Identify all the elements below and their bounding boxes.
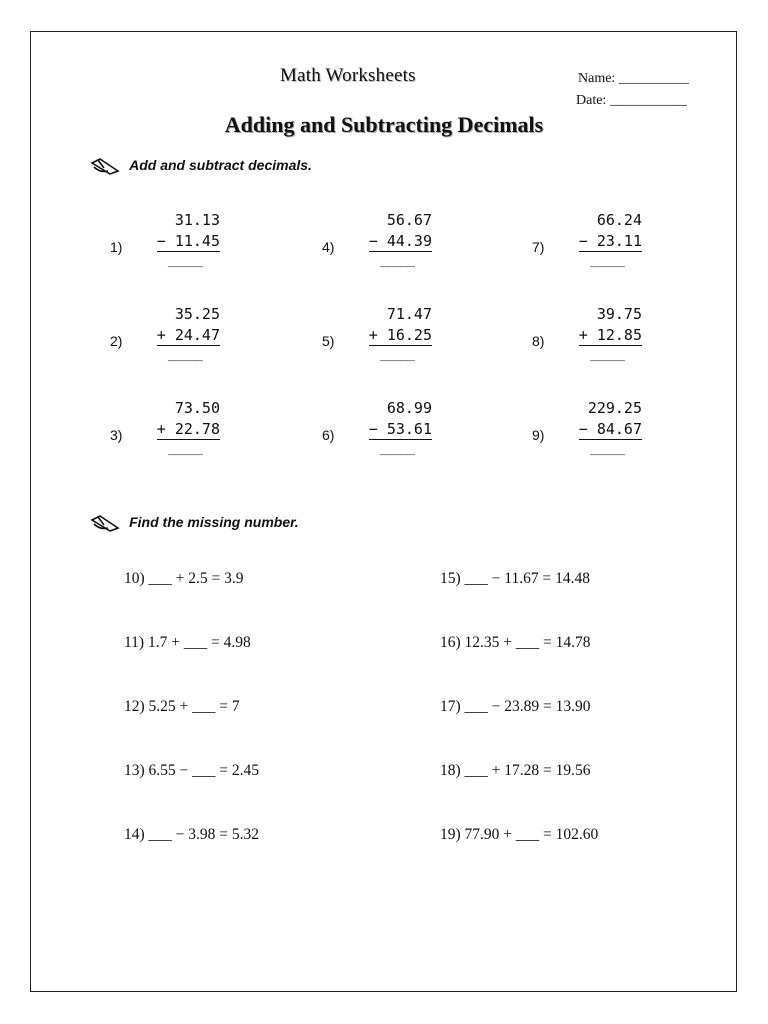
answer-blank: _____ — [167, 253, 202, 268]
problem-number: 7) — [532, 239, 545, 255]
equation-16: 16) 12.35 + ___ = 14.78 — [440, 634, 591, 651]
problem-number: 5) — [322, 333, 335, 349]
problem-top-operand: 39.75 — [596, 305, 642, 323]
answer-blank: _____ — [379, 441, 414, 456]
equation-19: 19) 77.90 + ___ = 102.60 — [440, 826, 599, 843]
pencil-icon — [90, 157, 124, 175]
section2-instruction — [90, 512, 299, 532]
problem-top-operand: 71.47 — [386, 305, 432, 323]
problem-bottom-operand: + 16.25 — [368, 326, 432, 344]
problem-top-operand: 31.13 — [174, 211, 220, 229]
problem-bottom-operand: − 23.11 — [578, 232, 642, 250]
equation-14: 14) ___ − 3.98 = 5.32 — [124, 826, 260, 843]
answer-blank: _____ — [589, 253, 624, 268]
problem-number: 8) — [532, 333, 545, 349]
problem-number: 3) — [110, 427, 123, 443]
problem-top-operand: 68.99 — [386, 399, 432, 417]
problem-3 — [110, 399, 250, 469]
answer-blank: _____ — [589, 347, 624, 362]
problem-top-operand: 66.24 — [596, 211, 642, 229]
problem-top-operand: 73.50 — [174, 399, 220, 417]
problem-top-operand: 229.25 — [587, 399, 642, 417]
answer-blank: _____ — [589, 441, 624, 456]
problem-9 — [532, 399, 672, 469]
problem-top-operand: 35.25 — [174, 305, 220, 323]
equation-13: 13) 6.55 − ___ = 2.45 — [124, 762, 260, 779]
problem-bottom-operand: + 22.78 — [156, 420, 220, 438]
problem-number: 4) — [322, 239, 335, 255]
problem-6 — [322, 399, 462, 469]
section1-instruction-text: Add and subtract decimals. — [129, 157, 312, 173]
date-field: Date: ___________ — [576, 93, 687, 108]
answer-blank: _____ — [379, 253, 414, 268]
problem-4 — [322, 211, 462, 281]
equation-18: 18) ___ + 17.28 = 19.56 — [440, 762, 591, 779]
problem-bottom-operand: − 11.45 — [156, 232, 220, 250]
pencil-icon — [90, 514, 124, 532]
answer-blank: _____ — [379, 347, 414, 362]
problem-number: 2) — [110, 333, 123, 349]
answer-blank: _____ — [167, 347, 202, 362]
section2-instruction-text: Find the missing number. — [129, 514, 299, 530]
problem-1 — [110, 211, 250, 281]
section1-instruction — [90, 155, 312, 175]
problem-bottom-operand: − 84.67 — [578, 420, 642, 438]
problem-number: 9) — [532, 427, 545, 443]
problem-top-operand: 56.67 — [386, 211, 432, 229]
page-title: Adding and Subtracting Decimals — [224, 112, 544, 137]
brand-title: Math Worksheets — [280, 65, 416, 86]
problem-bottom-operand: + 12.85 — [578, 326, 642, 344]
name-field: Name: __________ — [578, 71, 689, 86]
problem-bottom-operand: − 53.61 — [368, 420, 432, 438]
problem-8 — [532, 305, 672, 375]
equation-10: 10) ___ + 2.5 = 3.9 — [124, 570, 244, 587]
equation-17: 17) ___ − 23.89 = 13.90 — [440, 698, 591, 715]
problem-number: 6) — [322, 427, 335, 443]
problem-bottom-operand: − 44.39 — [368, 232, 432, 250]
problem-5 — [322, 305, 462, 375]
problem-number: 1) — [110, 239, 123, 255]
equation-12: 12) 5.25 + ___ = 7 — [124, 698, 240, 715]
problem-7 — [532, 211, 672, 281]
equation-15: 15) ___ − 11.67 = 14.48 — [440, 570, 590, 587]
answer-blank: _____ — [167, 441, 202, 456]
problem-bottom-operand: + 24.47 — [156, 326, 220, 344]
equation-11: 11) 1.7 + ___ = 4.98 — [124, 634, 251, 651]
problem-2 — [110, 305, 250, 375]
